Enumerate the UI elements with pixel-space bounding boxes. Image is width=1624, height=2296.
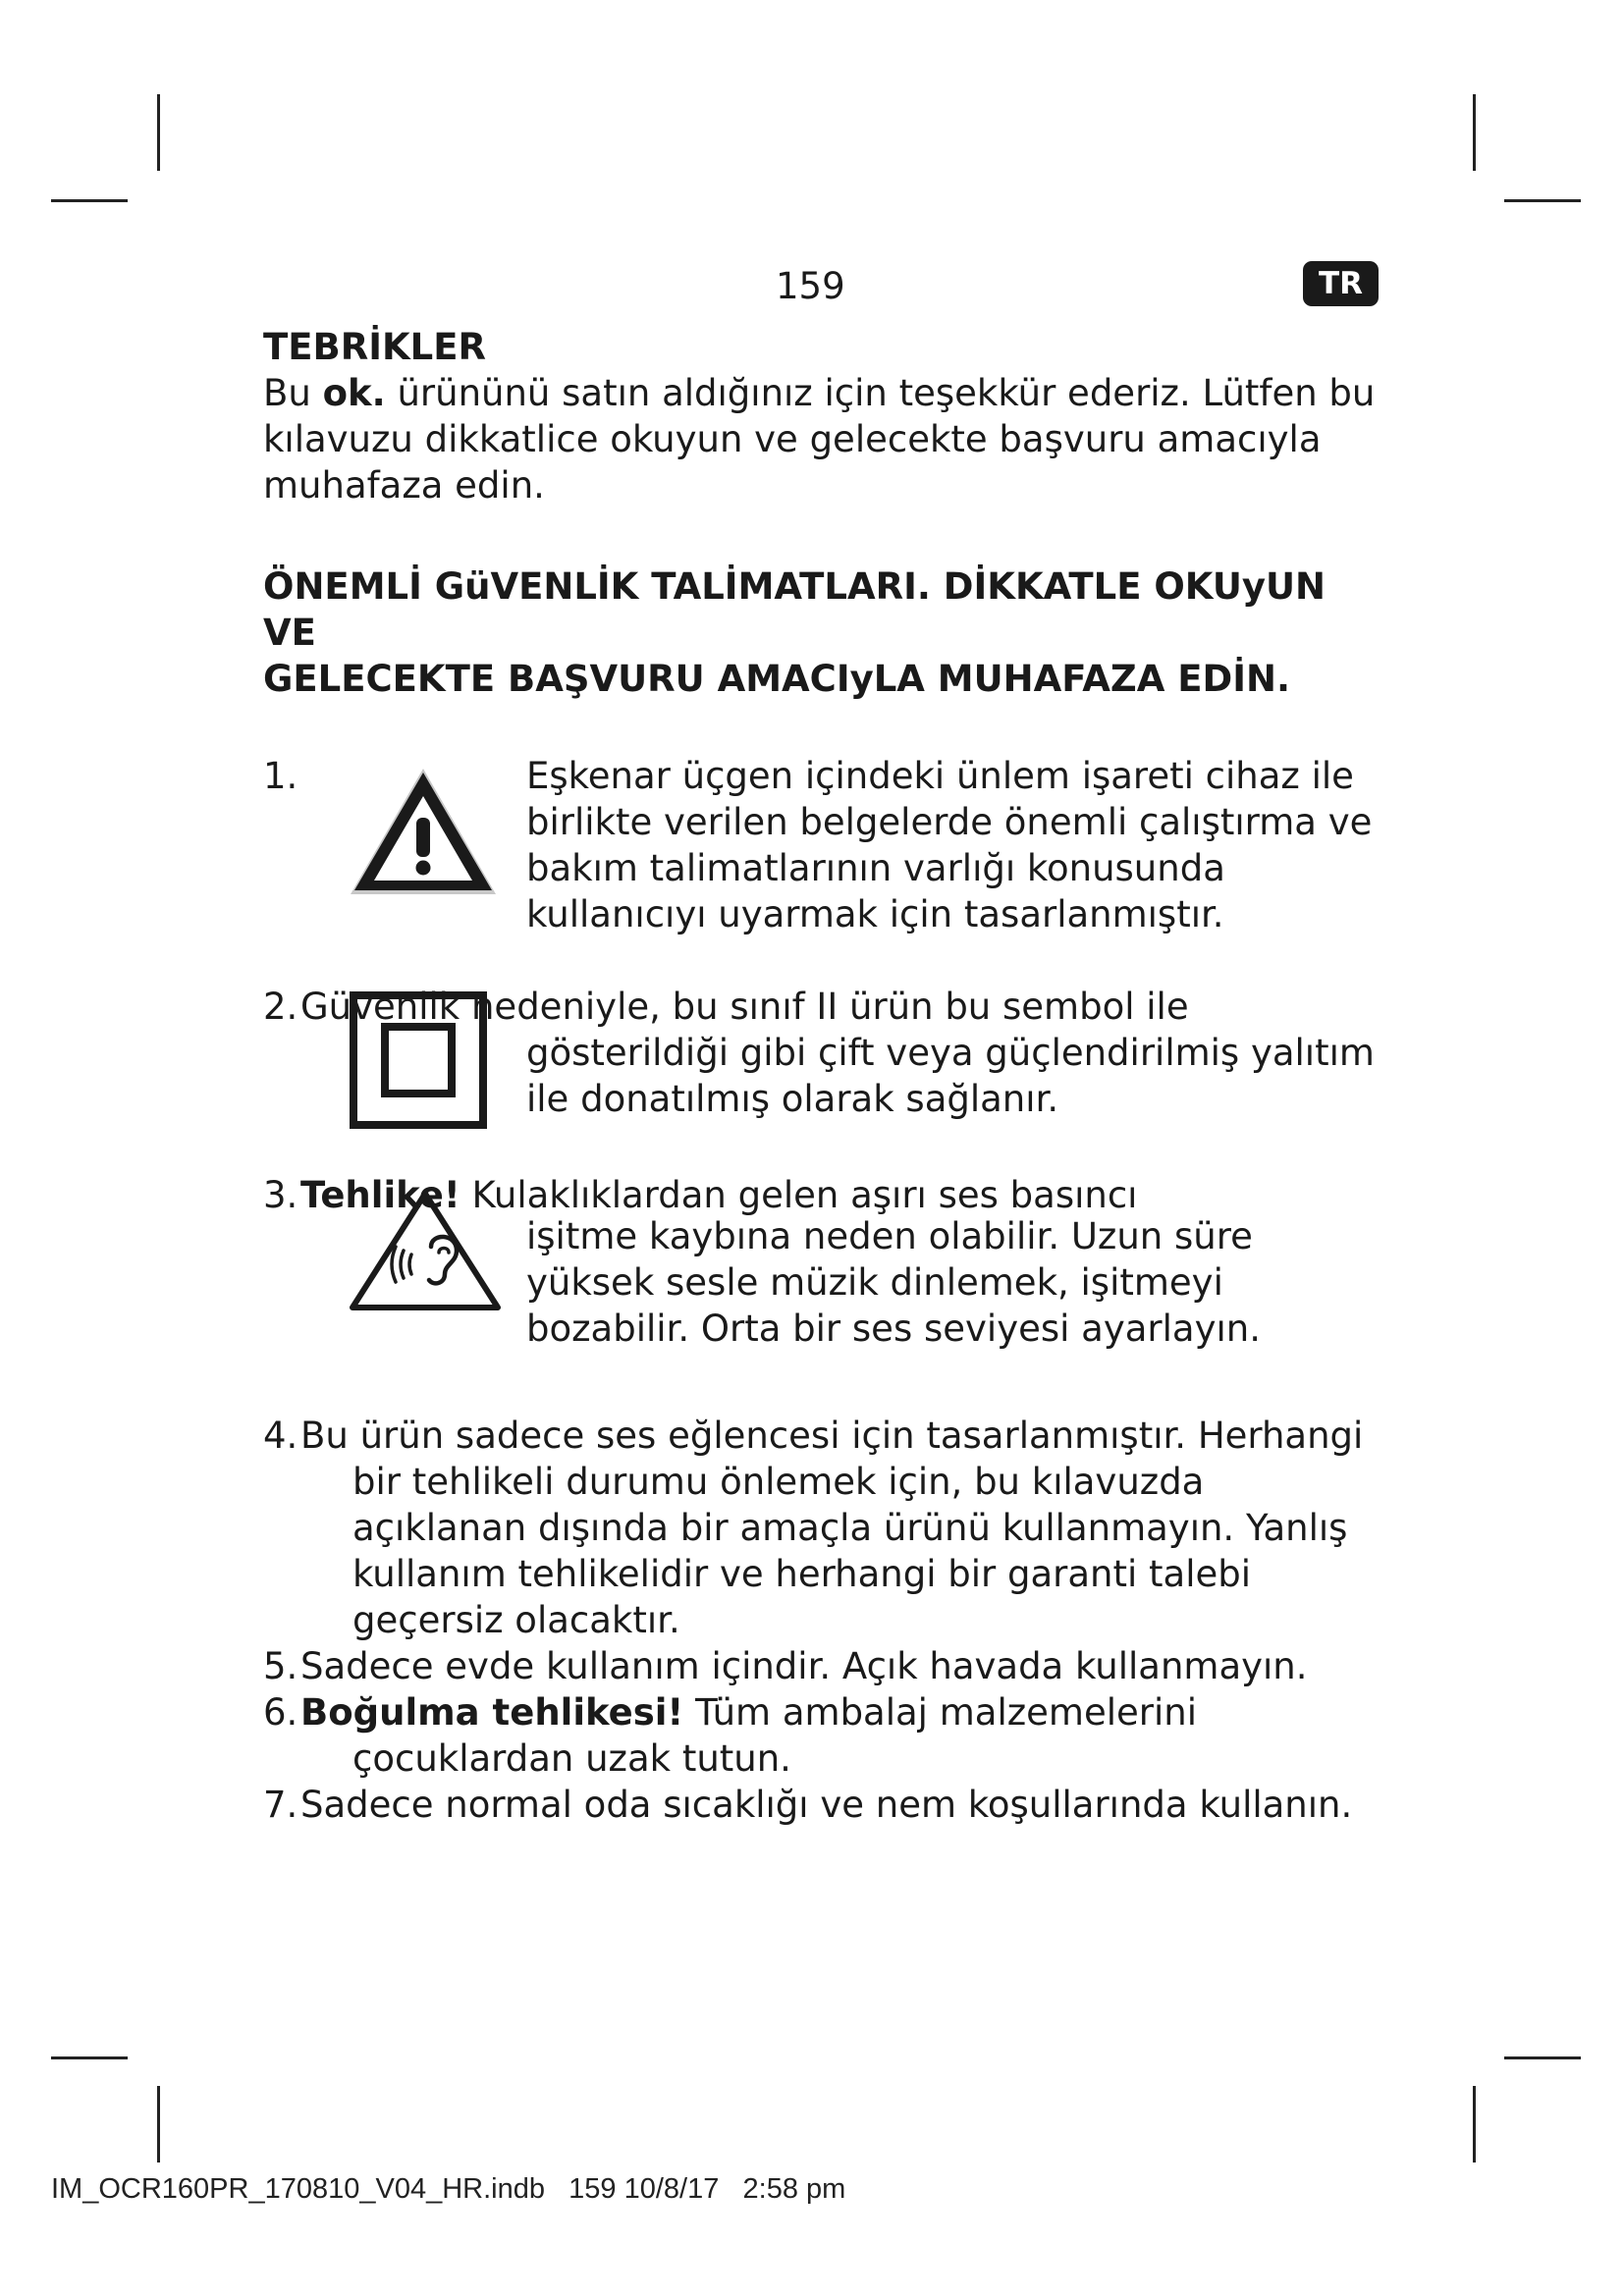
item-lead-text: Güvenlik nedeniyle, bu sınıf II ürün bu sembol ile	[300, 986, 1189, 1028]
intro-line: kılavuzu dikkatlice okuyun ve gelecekte başvuru amacıyla	[263, 418, 1322, 460]
list-item-text: Bu ürün sadece ses eğlencesi için tasarlanmıştır. Herhangi	[300, 1415, 1364, 1457]
footer-date: 10/8/17	[623, 2173, 720, 2205]
footer-page: 159	[568, 2173, 617, 2205]
list-item-bold: Boğulma tehlikesi!	[300, 1691, 684, 1734]
intro-paragraph	[263, 370, 1382, 508]
safety-heading-line: ÖNEMLİ GüVENLİK TALİMATLARI. DİKKATLE OKUyUN VE	[263, 565, 1326, 654]
intro-text: Bu	[263, 372, 323, 414]
page-title: TEBRİKLER	[263, 326, 486, 368]
crop-mark	[51, 199, 128, 202]
crop-mark	[1504, 199, 1581, 202]
item-lead-text	[300, 1172, 1137, 1218]
intro-line	[263, 370, 1382, 416]
footer-file: IM_OCR160PR_170810_V04_HR.indb	[51, 2173, 545, 2205]
list-item-first-line	[300, 1689, 1382, 1735]
print-footer	[51, 2173, 845, 2206]
item-number: 1.	[263, 755, 298, 797]
safety-list	[263, 1413, 1382, 1828]
crop-mark	[1473, 2086, 1476, 2163]
crop-mark	[157, 94, 160, 171]
safety-item-3	[263, 1172, 1382, 1354]
item-number: 6.	[263, 1691, 298, 1734]
list-item-first-line	[300, 1413, 1382, 1459]
list-item-text: Tüm ambalaj malzemelerini	[683, 1691, 1197, 1734]
item-number: 5.	[263, 1645, 298, 1687]
page-content	[263, 324, 1382, 1828]
safety-item-2	[263, 984, 1382, 1131]
footer-time: 2:58 pm	[742, 2173, 846, 2205]
warning-triangle-icon	[347, 763, 500, 900]
safety-heading-line: GELECEKTE BAŞVURU AMACIyLA MUHAFAZA EDİN.	[263, 658, 1291, 700]
list-item	[263, 1413, 1382, 1643]
danger-label: Tehlike!	[300, 1174, 460, 1216]
item-text: Eşkenar üçgen içindeki ünlem işareti cihaz ile birlikte verilen belgelerde önemli çalıştırma ve bakım talimatlarının varlığı konusunda kullanıcıyı uyarmak için tasarlanmıştır.	[526, 755, 1373, 935]
list-item-first-line	[300, 1782, 1382, 1828]
list-item-text: Sadece normal oda sıcaklığı ve nem koşullarında kullanın.	[300, 1784, 1353, 1826]
language-badge: TR	[1303, 261, 1379, 306]
safety-heading	[263, 563, 1382, 702]
crop-mark	[157, 2086, 160, 2163]
list-item-text: Sadece evde kullanım içindir. Açık havada kullanmayın.	[300, 1645, 1308, 1687]
list-item	[263, 1782, 1382, 1828]
item-number: 7.	[263, 1784, 298, 1826]
crop-mark	[1473, 94, 1476, 171]
list-item-continuation: bir tehlikeli durumu önlemek için, bu kılavuzda açıklanan dışında bir amaçla ürünü kullanmayın. Yanlış kullanım tehlikelidir ve herhangi bir garanti talebi geçersiz olacaktır.	[352, 1461, 1348, 1641]
intro-text: ürününü satın aldığınız için teşekkür ederiz. Lütfen bu	[385, 372, 1376, 414]
list-item-continuation: çocuklardan uzak tutun.	[352, 1737, 791, 1780]
item-number: 2.	[263, 986, 298, 1028]
item-number: 3.	[263, 1174, 298, 1216]
page-number: 159	[776, 265, 845, 307]
item-text: işitme kaybına neden olabilir. Uzun süre yüksek sesle müzik dinlemek, işitmeyi bozabilir. Orta bir ses seviyesi ayarlayın.	[526, 1215, 1261, 1350]
item-lead-rest: Kulaklıklardan gelen aşırı ses basıncı	[460, 1174, 1138, 1216]
safety-item-1	[263, 753, 1382, 939]
item-number: 4.	[263, 1415, 298, 1457]
list-item	[263, 1689, 1382, 1782]
crop-mark	[51, 2056, 128, 2059]
crop-mark	[1504, 2056, 1581, 2059]
list-item	[263, 1643, 1382, 1689]
list-item-first-line	[300, 1643, 1382, 1689]
item-text: gösterildiği gibi çift veya güçlendirilmiş yalıtım ile donatılmış olarak sağlanır.	[526, 1032, 1375, 1120]
intro-line: muhafaza edin.	[263, 464, 545, 507]
brand-name: ok.	[322, 372, 386, 414]
